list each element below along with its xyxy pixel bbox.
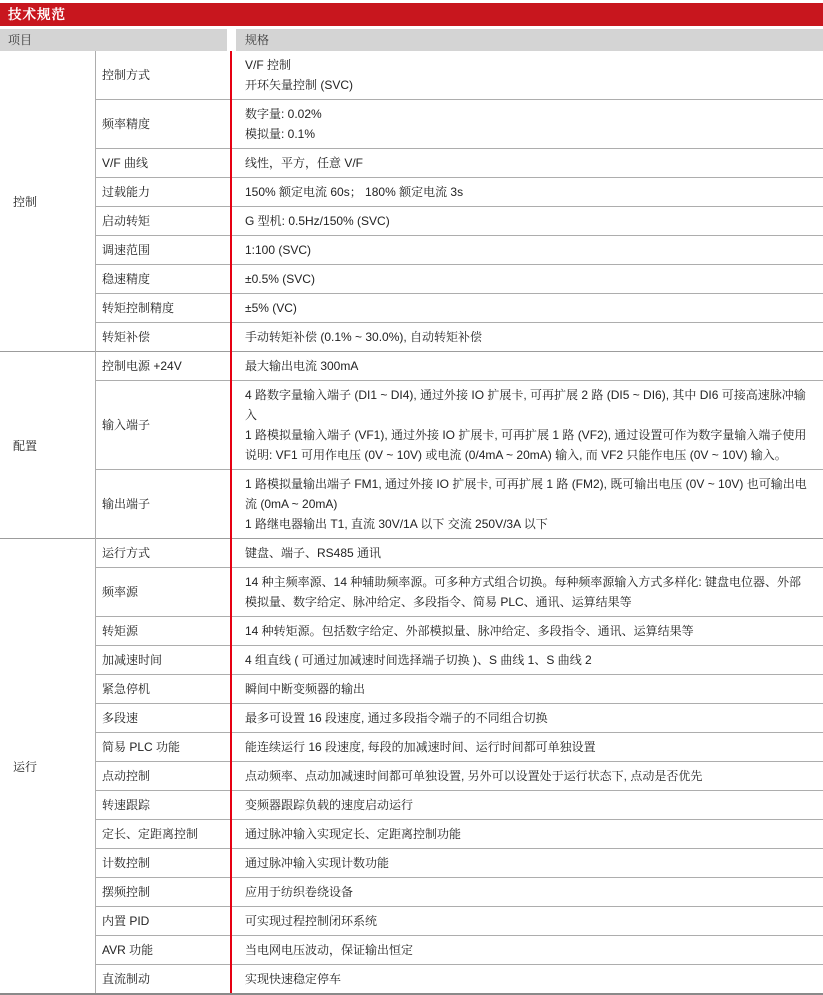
spec-item-label: 定长、定距离控制 [102, 827, 199, 841]
spec-item-label: 内置 PID [102, 914, 150, 928]
spec-value [232, 704, 823, 732]
spec-item-label: 启动转矩 [102, 214, 151, 228]
spec-value-line: 变频器跟踪负载的速度启动运行 [245, 798, 414, 812]
group-label: 运行 [13, 759, 38, 774]
table-row [95, 469, 823, 538]
spec-value-line: 最多可设置 16 段速度, 通过多段指令端子的不同组合切换 [245, 711, 548, 725]
group-operation [0, 538, 823, 993]
table-row [95, 877, 823, 906]
spec-value-line: 键盘、端子、RS485 通讯 [245, 546, 382, 560]
item-column-divider [95, 51, 96, 993]
table-row [95, 177, 823, 206]
spec-value [232, 568, 823, 616]
table-row [95, 732, 823, 761]
spec-item-label: 运行方式 [102, 546, 151, 560]
table-row [95, 674, 823, 703]
spec-value-line: V/F 控制 [245, 58, 292, 72]
table-row [95, 322, 823, 351]
spec-item-label: 直流制动 [102, 972, 151, 986]
spec-value-line: 通过脉冲输入实现定长、定距离控制功能 [245, 827, 462, 841]
column-header-gap [227, 29, 236, 51]
spec-item-label: 转矩源 [102, 624, 139, 638]
table-row [95, 819, 823, 848]
group-label: 控制 [13, 194, 38, 209]
table-row [95, 264, 823, 293]
table-row [95, 616, 823, 645]
spec-value-line: 手动转矩补偿 (0.1% ~ 30.0%), 自动转矩补偿 [245, 330, 483, 344]
spec-value [232, 762, 823, 790]
group-rows [95, 51, 823, 351]
table-row [95, 352, 823, 380]
spec-value [232, 733, 823, 761]
group-rows [95, 352, 823, 538]
table-row [95, 645, 823, 674]
table-row [95, 935, 823, 964]
spec-value-line: 1:100 (SVC) [245, 243, 312, 257]
spec-item-label: 控制电源 +24V [102, 359, 182, 373]
table-row [95, 964, 823, 993]
spec-item-label: 过载能力 [102, 185, 151, 199]
spec-item-label: 加减速时间 [102, 653, 163, 667]
spec-item-label: 输入端子 [102, 418, 151, 432]
spec-value [232, 675, 823, 703]
spec-value [232, 791, 823, 819]
spec-value [232, 470, 823, 538]
page-title: 技术规范 [0, 3, 823, 26]
spec-value [232, 352, 823, 380]
spec-value [232, 51, 823, 99]
spec-value [232, 265, 823, 293]
table-row [95, 206, 823, 235]
spec-value-line: 实现快速稳定停车 [245, 972, 342, 986]
spec-value-line: ±5% (VC) [245, 301, 297, 315]
table-row [95, 848, 823, 877]
spec-value-line: ±0.5% (SVC) [245, 272, 315, 286]
spec-value-line: 模拟量: 0.1% [245, 127, 316, 141]
spec-value-line: 应用于纺织卷绕设备 [245, 885, 354, 899]
table-row [95, 99, 823, 148]
spec-item-label: 计数控制 [102, 856, 151, 870]
spec-value-line: 14 种转矩源。包括数字给定、外部模拟量、脉冲给定、多段指令、通讯、运算结果等 [245, 624, 694, 638]
spec-value [232, 323, 823, 351]
spec-item-label: AVR 功能 [102, 943, 154, 957]
spec-value-line: 点动频率、点动加减速时间都可单独设置, 另外可以设置处于运行状态下, 点动是否优先 [245, 769, 703, 783]
spec-value [232, 878, 823, 906]
spec-item-label: 多段速 [102, 711, 139, 725]
spec-value [232, 294, 823, 322]
spec-value [232, 907, 823, 935]
spec-value [232, 149, 823, 177]
spec-value-line: 能连续运行 16 段速度, 每段的加减速时间、运行时间都可单独设置 [245, 740, 596, 754]
spec-item-label: 点动控制 [102, 769, 151, 783]
spec-value [232, 849, 823, 877]
spec-item-label: 转矩补偿 [102, 330, 151, 344]
spec-item-label: V/F 曲线 [102, 156, 149, 170]
table-row [95, 703, 823, 732]
spec-value-line: 当电网电压波动，保证输出恒定 [245, 943, 414, 957]
spec-value-line: 4 组直线 ( 可通过加减速时间选择端子切换 )、S 曲线 1、S 曲线 2 [245, 653, 592, 667]
spec-item-label: 紧急停机 [102, 682, 151, 696]
column-header [0, 29, 823, 51]
spec-value-line: G 型机: 0.5Hz/150% (SVC) [245, 214, 390, 228]
spec-item-label: 控制方式 [102, 68, 151, 82]
spec-value [232, 100, 823, 148]
group-label: 配置 [13, 438, 38, 453]
spec-item-label: 简易 PLC 功能 [102, 740, 181, 754]
spec-value-line: 开环矢量控制 (SVC) [245, 78, 354, 92]
spec-value [232, 539, 823, 567]
spec-value-line: 1 路模拟量输入端子 (VF1), 通过外接 IO 扩展卡, 可再扩展 1 路 (VF2), 通过设置可作为数字量输入端子使用 [245, 428, 807, 442]
table-row [95, 293, 823, 322]
spec-value [232, 936, 823, 964]
spec-value-line: 14 种主频率源、14 种辅助频率源。可多种方式组合切换。每种频率源输入方式多样化: 键盘电位器、外部模拟量、数字给定、脉冲给定、多段指令、简易 PLC、通讯、运算结果等 [245, 575, 802, 609]
spec-value-line: 瞬间中断变频器的输出 [245, 682, 366, 696]
spec-value-line: 说明: VF1 可用作电压 (0V ~ 10V) 或电流 (0/4mA ~ 20mA) 输入, 而 VF2 只能作电压 (0V ~ 10V) 输入。 [245, 448, 787, 462]
table-row [95, 380, 823, 469]
group-control [0, 51, 823, 351]
spec-item-label: 摆频控制 [102, 885, 151, 899]
group-configuration [0, 351, 823, 538]
spec-table-body [0, 51, 823, 995]
table-row [95, 148, 823, 177]
group-rows [95, 539, 823, 993]
table-row [95, 235, 823, 264]
spec-value [232, 207, 823, 235]
spec-item-label: 频率源 [102, 585, 139, 599]
spec-value [232, 646, 823, 674]
spec-value-line: 150% 额定电流 60s； 180% 额定电流 3s [245, 185, 464, 199]
spec-item-label: 转矩控制精度 [102, 301, 175, 315]
spec-item-label: 输出端子 [102, 497, 151, 511]
spec-item-label: 频率精度 [102, 117, 151, 131]
table-row [95, 790, 823, 819]
spec-value-line: 通过脉冲输入实现计数功能 [245, 856, 390, 870]
spec-value [232, 236, 823, 264]
spec-value-line: 数字量: 0.02% [245, 107, 322, 121]
spec-value-line: 最大输出电流 300mA [245, 359, 359, 373]
spec-value [232, 381, 823, 469]
spec-item-label: 稳速精度 [102, 272, 151, 286]
table-row [95, 539, 823, 567]
spec-value-line: 1 路继电器输出 T1, 直流 30V/1A 以下 交流 250V/3A 以下 [245, 517, 548, 531]
spec-value [232, 617, 823, 645]
table-row [95, 51, 823, 99]
spec-value-line: 1 路模拟量输出端子 FM1, 通过外接 IO 扩展卡, 可再扩展 1 路 (FM2), 既可输出电压 (0V ~ 10V) 也可输出电流 (0mA ~ 20mA) [245, 477, 807, 511]
table-row [95, 906, 823, 935]
spec-value [232, 965, 823, 993]
spec-item-label: 转速跟踪 [102, 798, 151, 812]
column-header-spec: 规格 [236, 29, 823, 51]
table-row [95, 761, 823, 790]
spec-item-label: 调速范围 [102, 243, 151, 257]
spec-value [232, 820, 823, 848]
spec-value [232, 178, 823, 206]
table-row [95, 567, 823, 616]
spec-column-divider [230, 51, 232, 993]
spec-value-line: 4 路数字量输入端子 (DI1 ~ DI4), 通过外接 IO 扩展卡, 可再扩展 2 路 (DI5 ~ DI6), 其中 DI6 可接高速脉冲输入 [245, 388, 806, 422]
column-header-item: 项目 [0, 29, 227, 51]
spec-value-line: 可实现过程控制闭环系统 [245, 914, 378, 928]
spec-value-line: 线性，平方，任意 V/F [245, 156, 364, 170]
